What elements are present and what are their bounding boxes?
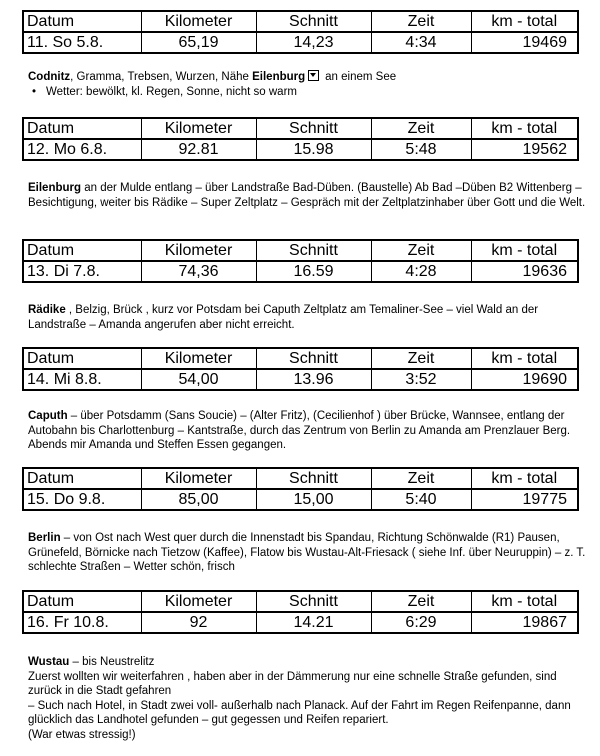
header-kilometer: Kilometer bbox=[141, 591, 256, 612]
value-date: 15. Do 9.8. bbox=[23, 489, 141, 510]
header-kilometer: Kilometer bbox=[141, 11, 256, 32]
value-km-total: 19867 bbox=[471, 612, 578, 633]
entry-2-notes bbox=[28, 181, 588, 210]
value-zeit: 5:40 bbox=[371, 489, 471, 510]
value-km-total: 19690 bbox=[471, 369, 578, 390]
header-zeit: Zeit bbox=[371, 11, 471, 32]
header-kilometer: Kilometer bbox=[141, 240, 256, 261]
header-datum: Datum bbox=[23, 118, 141, 139]
header-zeit: Zeit bbox=[371, 591, 471, 612]
header-row bbox=[23, 240, 578, 261]
header-zeit: Zeit bbox=[371, 118, 471, 139]
entry-1-notes bbox=[28, 70, 588, 99]
header-row bbox=[23, 591, 578, 612]
entry-6-notes bbox=[28, 655, 588, 742]
header-kilometer: Kilometer bbox=[141, 468, 256, 489]
value-zeit: 6:29 bbox=[371, 612, 471, 633]
header-schnitt: Schnitt bbox=[256, 468, 371, 489]
value-date: 16. Fr 10.8. bbox=[23, 612, 141, 633]
route-text: , Belzig, Brück , kurz vor Potsdam bei Caputh Zeltplatz am Temaliner-See – viel Wald an der Landstraße – Amanda angerufen aber nicht erreicht. bbox=[28, 304, 539, 331]
header-schnitt: Schnitt bbox=[256, 591, 371, 612]
note-line-3: (War etwas stressig!) bbox=[28, 728, 136, 741]
value-kilometer: 54,00 bbox=[141, 369, 256, 390]
value-zeit: 4:28 bbox=[371, 261, 471, 282]
route-text: an der Mulde entlang – über Landstraße Bad-Düben. (Baustelle) Ab Bad –Düben B2 Wittenberg – Besichtigung, weiter bis Rädike – Super Zeltplatz – Gespräch mit der Zeltplatzinhaber über Gott und die Welt. bbox=[28, 182, 586, 209]
value-date: 13. Di 7.8. bbox=[23, 261, 141, 282]
header-km-total: km - total bbox=[471, 11, 578, 32]
entry-4-notes bbox=[28, 409, 588, 453]
values-row bbox=[23, 369, 578, 390]
value-date: 12. Mo 6.8. bbox=[23, 139, 141, 160]
header-schnitt: Schnitt bbox=[256, 240, 371, 261]
place-name: Berlin bbox=[28, 532, 61, 544]
entry-3-notes bbox=[28, 303, 588, 332]
stats-table bbox=[22, 347, 579, 391]
entry-5-notes bbox=[28, 531, 588, 575]
value-date: 11. So 5.8. bbox=[23, 32, 141, 53]
route-text: , Gramma, Trebsen, Wurzen, Nähe bbox=[70, 71, 253, 83]
place-name: Rädike bbox=[28, 304, 66, 316]
header-schnitt: Schnitt bbox=[256, 11, 371, 32]
value-km-total: 19636 bbox=[471, 261, 578, 282]
header-datum: Datum bbox=[23, 468, 141, 489]
route-text: – über Potsdamm (Sans Soucie) – (Alter Fritz), (Cecilienhof ) über Brücke, Wannsee, entlang der Autobahn bis Charlottenburg – Kantstraße, durch das Zentrum von Berlin zu Amanda am Prenzlauer Berg. Abends mir Amanda und Steffen Essen gegangen. bbox=[28, 410, 571, 451]
note-line-1: Zuerst wollten wir weiterfahren , haben aber in der Dämmerung nur eine schnelle Straße gefunden, sind zurück in die Stadt gefahren bbox=[28, 670, 557, 697]
stats-table bbox=[22, 117, 579, 161]
values-row bbox=[23, 261, 578, 282]
header-zeit: Zeit bbox=[371, 240, 471, 261]
value-km-total: 19469 bbox=[471, 32, 578, 53]
header-kilometer: Kilometer bbox=[141, 118, 256, 139]
value-km-total: 19562 bbox=[471, 139, 578, 160]
envelope-icon bbox=[308, 70, 319, 81]
place-name: Codnitz bbox=[28, 71, 71, 83]
header-km-total: km - total bbox=[471, 348, 578, 369]
weather-bullet: • Wetter: bewölkt, kl. Regen, Sonne, nicht so warm bbox=[28, 85, 588, 100]
values-row bbox=[23, 139, 578, 160]
note-paragraph bbox=[28, 303, 588, 332]
header-zeit: Zeit bbox=[371, 348, 471, 369]
value-zeit: 4:34 bbox=[371, 32, 471, 53]
value-kilometer: 74,36 bbox=[141, 261, 256, 282]
route-text: – von Ost nach West quer durch die Innenstadt bis Spandau, Richtung Schönwalde (R1) Pausen, Grünefeld, Börnicke nach Tietzow (Kaffee), Flatow bis Wustau-Alt-Friesack ( siehe Inf. über Neuruppin) – z. T. schlechte Straßen – Wetter schön, frisch bbox=[28, 532, 586, 573]
values-row bbox=[23, 489, 578, 510]
header-schnitt: Schnitt bbox=[256, 118, 371, 139]
header-km-total: km - total bbox=[471, 118, 578, 139]
value-schnitt: 14,23 bbox=[256, 32, 371, 53]
place-name: Wustau bbox=[28, 656, 70, 668]
header-kilometer: Kilometer bbox=[141, 348, 256, 369]
route-text: – bis Neustrelitz bbox=[69, 656, 155, 668]
value-kilometer: 92.81 bbox=[141, 139, 256, 160]
value-schnitt: 15.98 bbox=[256, 139, 371, 160]
note-paragraph bbox=[28, 181, 588, 210]
header-km-total: km - total bbox=[471, 591, 578, 612]
header-km-total: km - total bbox=[471, 468, 578, 489]
note-paragraph bbox=[28, 531, 588, 575]
header-schnitt: Schnitt bbox=[256, 348, 371, 369]
stats-table bbox=[22, 467, 579, 511]
header-row bbox=[23, 11, 578, 32]
note-paragraph bbox=[28, 655, 588, 670]
note-paragraph bbox=[28, 409, 588, 453]
values-row bbox=[23, 612, 578, 633]
header-row bbox=[23, 348, 578, 369]
place-name: Caputh bbox=[28, 410, 68, 422]
header-datum: Datum bbox=[23, 240, 141, 261]
place-name-2: Eilenburg bbox=[252, 71, 306, 83]
stats-table bbox=[22, 10, 579, 54]
note-line-2: – Such nach Hotel, in Stadt zwei voll- außerhalb nach Planack. Auf der Fahrt im Regen Reifenpanne, dann glücklich das Landhotel gefunden – gut gegessen und Reifen repariert. bbox=[28, 699, 571, 726]
header-row bbox=[23, 468, 578, 489]
value-schnitt: 14.21 bbox=[256, 612, 371, 633]
value-kilometer: 85,00 bbox=[141, 489, 256, 510]
header-datum: Datum bbox=[23, 348, 141, 369]
stats-table bbox=[22, 239, 579, 283]
place-name: Eilenburg bbox=[28, 182, 82, 194]
header-row bbox=[23, 118, 578, 139]
value-schnitt: 16.59 bbox=[256, 261, 371, 282]
value-km-total: 19775 bbox=[471, 489, 578, 510]
header-zeit: Zeit bbox=[371, 468, 471, 489]
value-kilometer: 92 bbox=[141, 612, 256, 633]
value-zeit: 5:48 bbox=[371, 139, 471, 160]
value-schnitt: 15,00 bbox=[256, 489, 371, 510]
stats-table bbox=[22, 590, 579, 634]
note-paragraph bbox=[28, 70, 588, 85]
value-kilometer: 65,19 bbox=[141, 32, 256, 53]
value-schnitt: 13.96 bbox=[256, 369, 371, 390]
header-km-total: km - total bbox=[471, 240, 578, 261]
values-row bbox=[23, 32, 578, 53]
value-zeit: 3:52 bbox=[371, 369, 471, 390]
header-datum: Datum bbox=[23, 11, 141, 32]
value-date: 14. Mi 8.8. bbox=[23, 369, 141, 390]
header-datum: Datum bbox=[23, 591, 141, 612]
route-text-2: an einem See bbox=[325, 71, 397, 83]
